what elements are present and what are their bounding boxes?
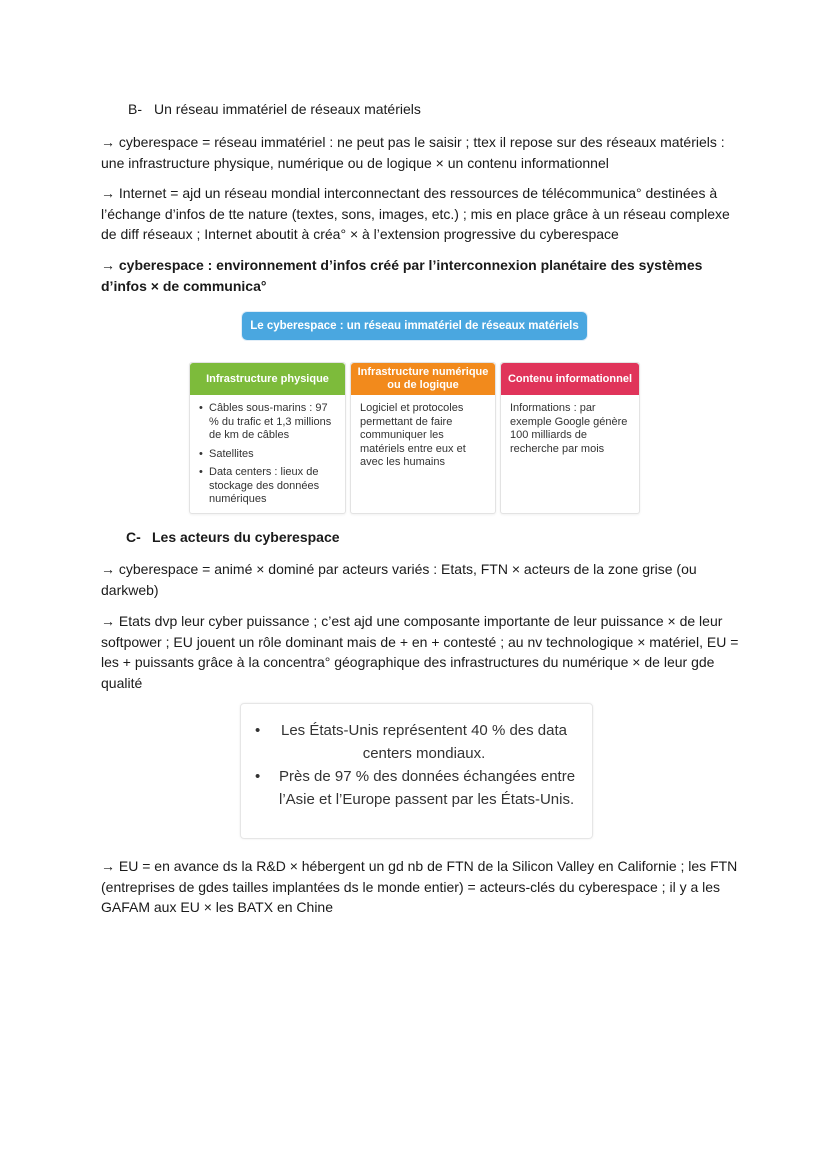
figure1-bullet: • Data centers : lieux de stockage des données numériques [199, 466, 337, 507]
section-c-heading [126, 529, 340, 545]
section-c-title: Les acteurs du cyberespace [152, 529, 340, 545]
paragraph-cyberespace: → cyberespace = réseau immatériel : ne peut pas le saisir ; ttex il repose sur des réseaux matériels : une infrastructure physique, numérique ou de logique × un contenu informationnel [101, 134, 725, 171]
figure2-box [240, 703, 593, 839]
figure2-item-text: Les États-Unis représentent 40 % des data centers mondiaux. [281, 722, 567, 762]
figure1-column-logic [350, 362, 496, 514]
figure2-item [241, 765, 592, 811]
figure1-column-header: Contenu informationnel [501, 363, 639, 395]
paragraph-eu: → EU = en avance ds la R&D × hébergent un gd nb de FTN de la Silicon Valley en Californie ; les FTN (entreprises de gdes tailles implantées ds le monde entier) = acteurs-clés du cyberespace ; il y a les GAFAM aux EU × les BATX en Chine [101, 858, 738, 915]
figure1-bullet: • Câbles sous-marins : 97 % du trafic et 1,3 millions de km de câbles [199, 402, 337, 443]
section-c-label: C- [126, 529, 141, 545]
paragraph-states: → Etats dvp leur cyber puissance ; c’est ajd une composante importante de leur puissance × de leur softpower ; EU jouent un rôle dominant mais de + en + contesté ; au nv technologique × matériel, EU = les + puissants grâce à la concentra° géographique des infrastructures du numérique × de leur gde qualité [101, 613, 739, 691]
section-b-title: Un réseau immatériel de réseaux matériels [154, 101, 421, 117]
paragraph-definition: → cyberespace : environnement d’infos créé par l’interconnexion planétaire des systèmes d’infos × de communica° [101, 257, 703, 294]
figure1-column-body [190, 395, 345, 507]
figure1-column-content [500, 362, 640, 514]
figure2-item [241, 719, 592, 765]
figure1-column-text: Logiciel et protocoles permettant de faire communiquer les matériels entre eux et avec les humains [360, 402, 466, 468]
figure1-column-physical [189, 362, 346, 514]
paragraph-actors: → cyberespace = animé × dominé par acteurs variés : Etats, FTN × acteurs de la zone grise (ou darkweb) [101, 561, 697, 598]
section-b-heading [128, 101, 421, 117]
figure1-column-header: Infrastructure numérique ou de logique [351, 363, 495, 395]
figure1-column-header: Infrastructure physique [190, 363, 345, 395]
figure2-item-text: Près de 97 % des données échangées entre l’Asie et l’Europe passent par les États-Unis. [279, 768, 576, 808]
section-b-label: B- [128, 101, 142, 117]
figure1-column-text: Informations : par exemple Google génère 100 milliards de recherche par mois [510, 402, 628, 455]
figure1-bullet: • Satellites [199, 448, 337, 462]
figure2-bullet: • [255, 722, 261, 739]
figure2-bullet: • [255, 768, 261, 785]
paragraph-internet: → Internet = ajd un réseau mondial interconnectant des ressources de télécommunica° destinées à l’échange d’infos de tte nature (textes, sons, images, etc.) ; mis en place grâce à un réseau complexe de diff réseaux ; Internet aboutit à créa° × à l’extension progressive du cyberespace [101, 185, 730, 242]
figure1-title: Le cyberespace : un réseau immatériel de réseaux matériels [242, 312, 587, 340]
